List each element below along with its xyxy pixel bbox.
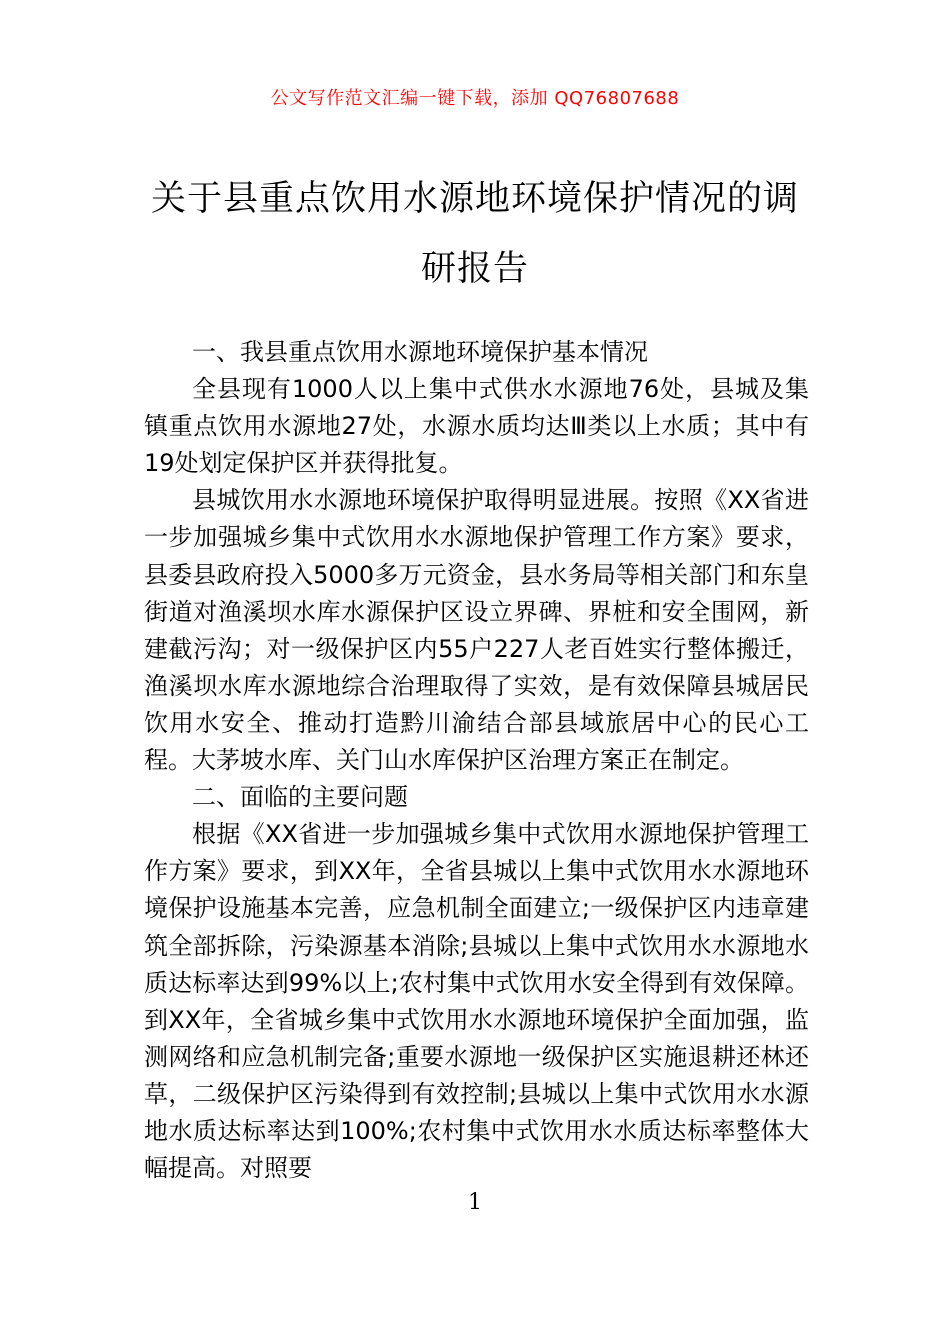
document-body [144,334,809,1187]
page-number: 1 [468,1190,482,1215]
paragraph: 全县现有1000人以上集中式供水水源地76处，县城及集镇重点饮用水源地27处，水源水质均达Ⅲ类以上水质；其中有19处划定保护区并获得批复。 [144,375,809,478]
page-title: 关于县重点饮用水源地环境保护情况的调研报告 [150,179,799,289]
section-heading-2: 二、面临的主要问题 [192,783,408,812]
paragraph: 根据《XX省进一步加强城乡集中式饮用水源地保护管理工作方案》要求，到XX年，全省县城以上集中式饮用水水源地环境保护设施基本完善，应急机制全面建立;一级保护区内违章建筑全部拆除，污染源基本消除;县城以上集中式饮用水水源地水质达标率达到99%以上;农村集中式饮用水安全得到有效保障。到XX年，全省城乡集中式饮用水水源地环境保护全面加强，监测网络和应急机制完备;重要水源地一级保护区实施退耕还林还草，二级保护区污染得到有效控制;县城以上集中式饮用水水源地水质达标率达到100%;农村集中式饮用水水质达标率整体大幅提高。对照要 [144,820,809,1183]
section-heading-1: 一、我县重点饮用水源地环境保护基本情况 [192,338,648,366]
paragraph: 县城饮用水水源地环境保护取得明显进展。按照《XX省进一步加强城乡集中式饮用水水源地保护管理工作方案》要求，县委县政府投入5000多万元资金，县水务局等相关部门和东皇街道对渔溪坝水库水源保护区设立界碑、界桩和安全围网，新建截污沟；对一级保护区内55户227人老百姓实行整体搬迁，渔溪坝水库水源地综合治理取得了实效，是有效保障县城居民饮用水安全、推动打造黔川渝结合部县域旅居中心的民心工程。大茅坡水库、关门山水库保护区治理方案正在制定。 [144,486,809,775]
download-banner: 公文写作范文汇编一键下载，添加 QQ76807688 [270,88,680,109]
